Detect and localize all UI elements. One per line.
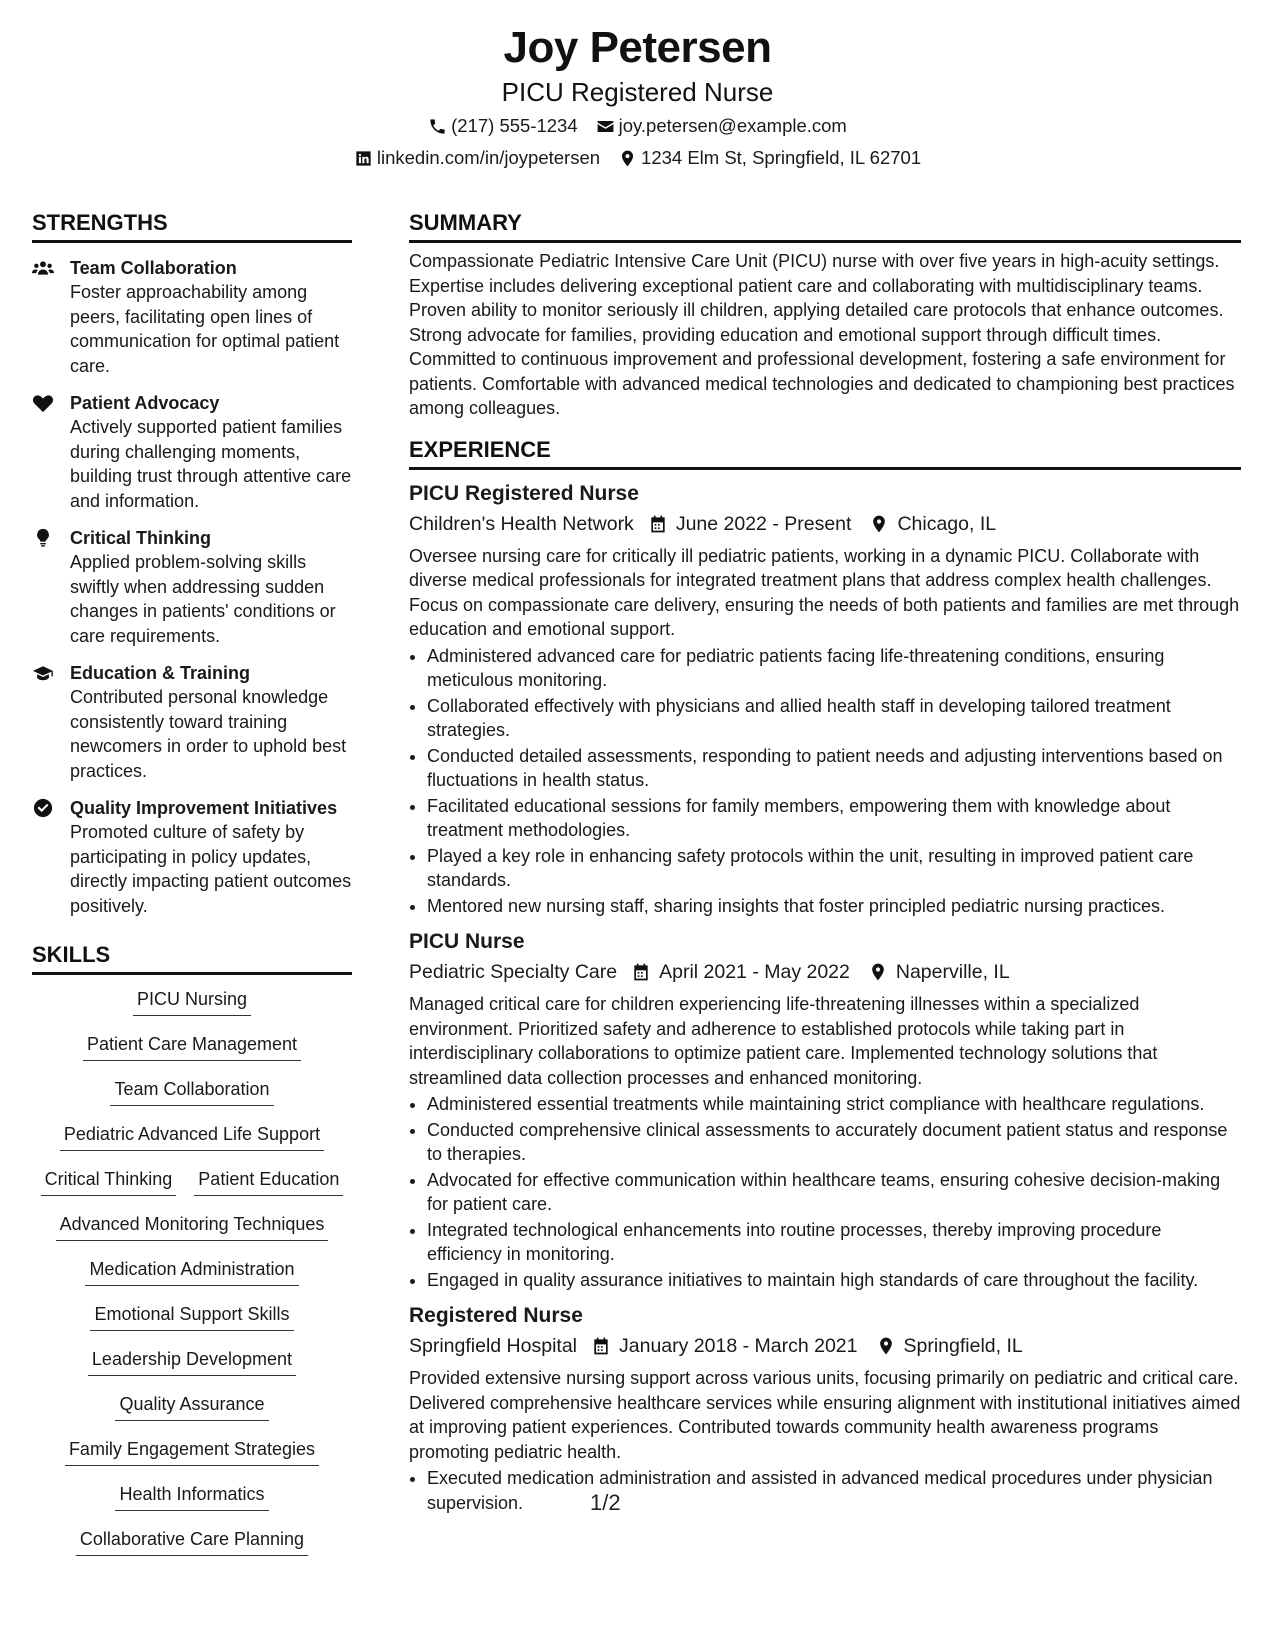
phone-icon bbox=[428, 117, 447, 136]
job-bullet: • Engaged in quality assurance initiatives to maintain high standards of care throughout the facility. bbox=[427, 1268, 1241, 1293]
contact-row-1 bbox=[0, 114, 1275, 138]
job-bullets bbox=[409, 1092, 1241, 1292]
users-icon bbox=[32, 258, 54, 278]
candidate-title: PICU Registered Nurse bbox=[501, 77, 774, 107]
job-bullet: • Conducted detailed assessments, responding to patient needs and adjusting interventions based on fluctuations in health status. bbox=[427, 744, 1241, 793]
strength-item bbox=[32, 256, 352, 378]
job-location: Springfield, IL bbox=[903, 1335, 1023, 1357]
calendar-icon bbox=[631, 962, 651, 982]
job-company: Pediatric Specialty Care bbox=[409, 961, 618, 983]
job-bullet: • Mentored new nursing staff, sharing insights that foster principled pediatric nursing practices. bbox=[427, 894, 1241, 919]
skill-tag: Critical Thinking bbox=[41, 1163, 177, 1196]
job-bullet: • Administered essential treatments while maintaining strict compliance with healthcare regulations. bbox=[427, 1092, 1241, 1117]
strengths-heading: STRENGTHS bbox=[32, 208, 352, 243]
strength-desc: Promoted culture of safety by participating in policy updates, directly impacting patient outcomes positively. bbox=[70, 822, 352, 916]
job-bullets bbox=[409, 644, 1241, 919]
job-bullet: • Played a key role in enhancing safety protocols within the unit, resulting in improved patient care standards. bbox=[427, 844, 1241, 893]
strength-title: Patient Advocacy bbox=[70, 393, 220, 413]
job-meta bbox=[409, 958, 1241, 986]
lightbulb-icon bbox=[32, 528, 54, 548]
linkedin-text: linkedin.com/in/joypetersen bbox=[376, 147, 601, 168]
left-column bbox=[32, 208, 352, 1568]
job-company: Children's Health Network bbox=[409, 512, 634, 535]
job-title: PICU Registered Nurse bbox=[409, 481, 639, 505]
strength-item bbox=[32, 391, 352, 513]
job-title: PICU Nurse bbox=[409, 930, 525, 953]
phone-contact[interactable] bbox=[428, 114, 578, 138]
job-entry bbox=[409, 1302, 1241, 1515]
job-description: Provided extensive nursing support across various units, focusing primarily on pediatric and critical care. Delivered comprehensive healthcare services while ensuring alignment with institutional initiatives aimed at improving patient experiences. Contributed towards community health awareness programs promoting pediatric health. bbox=[409, 1368, 1241, 1462]
linkedin-icon bbox=[354, 149, 373, 168]
skill-tag: Pediatric Advanced Life Support bbox=[60, 1118, 324, 1151]
job-bullet: • Executed medication administration and assisted in advanced medical procedures under physician supervision. bbox=[427, 1466, 1241, 1515]
skill-tag: Health Informatics bbox=[115, 1478, 268, 1511]
strength-desc: Applied problem-solving skills swiftly when addressing sudden changes in patients' conditions or care requirements. bbox=[70, 552, 336, 646]
strength-desc: Actively supported patient families during challenging moments, building trust through attentive care and information. bbox=[70, 417, 352, 511]
job-meta bbox=[409, 510, 1241, 538]
skill-tag: Emotional Support Skills bbox=[90, 1298, 293, 1331]
job-bullet: • Facilitated educational sessions for family members, empowering them with knowledge about treatment methodologies. bbox=[427, 794, 1241, 843]
job-meta bbox=[409, 1332, 1241, 1360]
job-bullet: • Advocated for effective communication within healthcare teams, ensuring cohesive decision-making for patient care. bbox=[427, 1168, 1241, 1217]
job-dates: January 2018 - March 2021 bbox=[619, 1335, 858, 1357]
job-entry bbox=[409, 928, 1241, 1292]
job-description: Oversee nursing care for critically ill pediatric patients, working in a dynamic PICU. Collaborate with diverse medical professionals for integrated treatment plans that address complex health challenges. Focus on compassionate care delivery, ensuring the needs of both patients and families are met through education and emotional support. bbox=[409, 545, 1240, 639]
summary-text: Compassionate Pediatric Intensive Care Unit (PICU) nurse with over five years in high-acuity settings. Expertise includes delivering exceptional patient care and collaborating with multidisciplinary teams. Proven ability to monitor seriously ill children, applying detailed care protocols that enhance outcomes. Strong advocate for families, providing education and emotional support through difficult times. Committed to continuous improvement and professional development, fostering a safe environment for patients. Comfortable with advanced medical technologies and dedicated to championing best practices among colleagues. bbox=[409, 251, 1235, 418]
skill-tag: Leadership Development bbox=[88, 1343, 296, 1376]
skill-tag: PICU Nursing bbox=[133, 983, 251, 1016]
job-entry bbox=[409, 480, 1241, 919]
graduation-cap-icon bbox=[32, 663, 54, 683]
skill-tag: Advanced Monitoring Techniques bbox=[56, 1208, 329, 1241]
strength-item bbox=[32, 661, 352, 783]
job-location: Naperville, IL bbox=[895, 961, 1010, 983]
job-title: Registered Nurse bbox=[409, 1304, 583, 1327]
job-dates: April 2021 - May 2022 bbox=[659, 961, 850, 983]
strength-desc: Foster approachability among peers, facilitating open lines of communication for optimal patient care. bbox=[70, 282, 340, 376]
map-pin-icon bbox=[876, 1336, 896, 1356]
strength-item bbox=[32, 796, 352, 918]
linkedin-contact[interactable] bbox=[354, 146, 600, 170]
heart-icon bbox=[32, 393, 54, 413]
job-bullet: • Integrated technological enhancements into routine processes, thereby improving procedure efficiency in monitoring. bbox=[427, 1218, 1241, 1267]
skill-tag: Patient Care Management bbox=[83, 1028, 301, 1061]
envelope-icon bbox=[596, 117, 615, 136]
strength-title: Education & Training bbox=[70, 663, 251, 683]
experience-heading: EXPERIENCE bbox=[409, 435, 1241, 470]
strength-title: Quality Improvement Initiatives bbox=[70, 798, 338, 818]
contact-row-2 bbox=[0, 146, 1275, 170]
job-bullet: • Collaborated effectively with physicians and allied health staff in developing tailored treatment strategies. bbox=[427, 694, 1241, 743]
phone-text: (217) 555-1234 bbox=[451, 115, 578, 136]
map-pin-icon bbox=[618, 149, 637, 168]
address-contact bbox=[618, 146, 921, 170]
skill-tag: Collaborative Care Planning bbox=[76, 1523, 308, 1556]
strength-title: Team Collaboration bbox=[70, 258, 237, 278]
job-bullet: • Conducted comprehensive clinical assessments to accurately document patient status and response to therapies. bbox=[427, 1118, 1241, 1167]
address-text: 1234 Elm St, Springfield, IL 62701 bbox=[641, 147, 922, 168]
skills-list bbox=[32, 983, 352, 1568]
right-column bbox=[409, 208, 1241, 1516]
job-description: Managed critical care for children experiencing life-threatening illnesses within a specialized environment. Prioritized safety and adherence to established protocols while taking part in interdisciplinary collaborations to optimize patient care. Implemented technology solutions that streamlined data collection processes and enhanced monitoring. bbox=[409, 994, 1158, 1088]
calendar-icon bbox=[648, 514, 668, 534]
job-bullets bbox=[409, 1466, 1241, 1515]
skill-tag: Patient Education bbox=[194, 1163, 343, 1196]
email-contact[interactable] bbox=[596, 114, 847, 138]
resume-header bbox=[0, 20, 1275, 170]
skill-tag: Family Engagement Strategies bbox=[65, 1433, 319, 1466]
skill-tag: Quality Assurance bbox=[115, 1388, 268, 1421]
calendar-icon bbox=[591, 1336, 611, 1356]
candidate-name: Joy Petersen bbox=[503, 23, 772, 72]
skill-tag: Medication Administration bbox=[85, 1253, 298, 1286]
map-pin-icon bbox=[868, 962, 888, 982]
job-dates: June 2022 - Present bbox=[675, 512, 852, 535]
strength-desc: Contributed personal knowledge consistently toward training newcomers in order to uphold best practices. bbox=[70, 687, 347, 781]
job-location: Chicago, IL bbox=[897, 512, 997, 535]
summary-heading: SUMMARY bbox=[409, 208, 1241, 243]
check-circle-icon bbox=[32, 798, 54, 818]
strength-item bbox=[32, 526, 352, 648]
skills-heading: SKILLS bbox=[32, 940, 352, 975]
job-company: Springfield Hospital bbox=[409, 1335, 578, 1357]
map-pin-icon bbox=[869, 514, 889, 534]
email-text: joy.petersen@example.com bbox=[618, 115, 847, 136]
skill-tag: Team Collaboration bbox=[110, 1073, 273, 1106]
strength-title: Critical Thinking bbox=[70, 528, 212, 548]
page-number: 1/2 bbox=[590, 1490, 621, 1515]
job-bullet: • Administered advanced care for pediatric patients facing life-threatening conditions, ensuring meticulous monitoring. bbox=[427, 644, 1241, 693]
